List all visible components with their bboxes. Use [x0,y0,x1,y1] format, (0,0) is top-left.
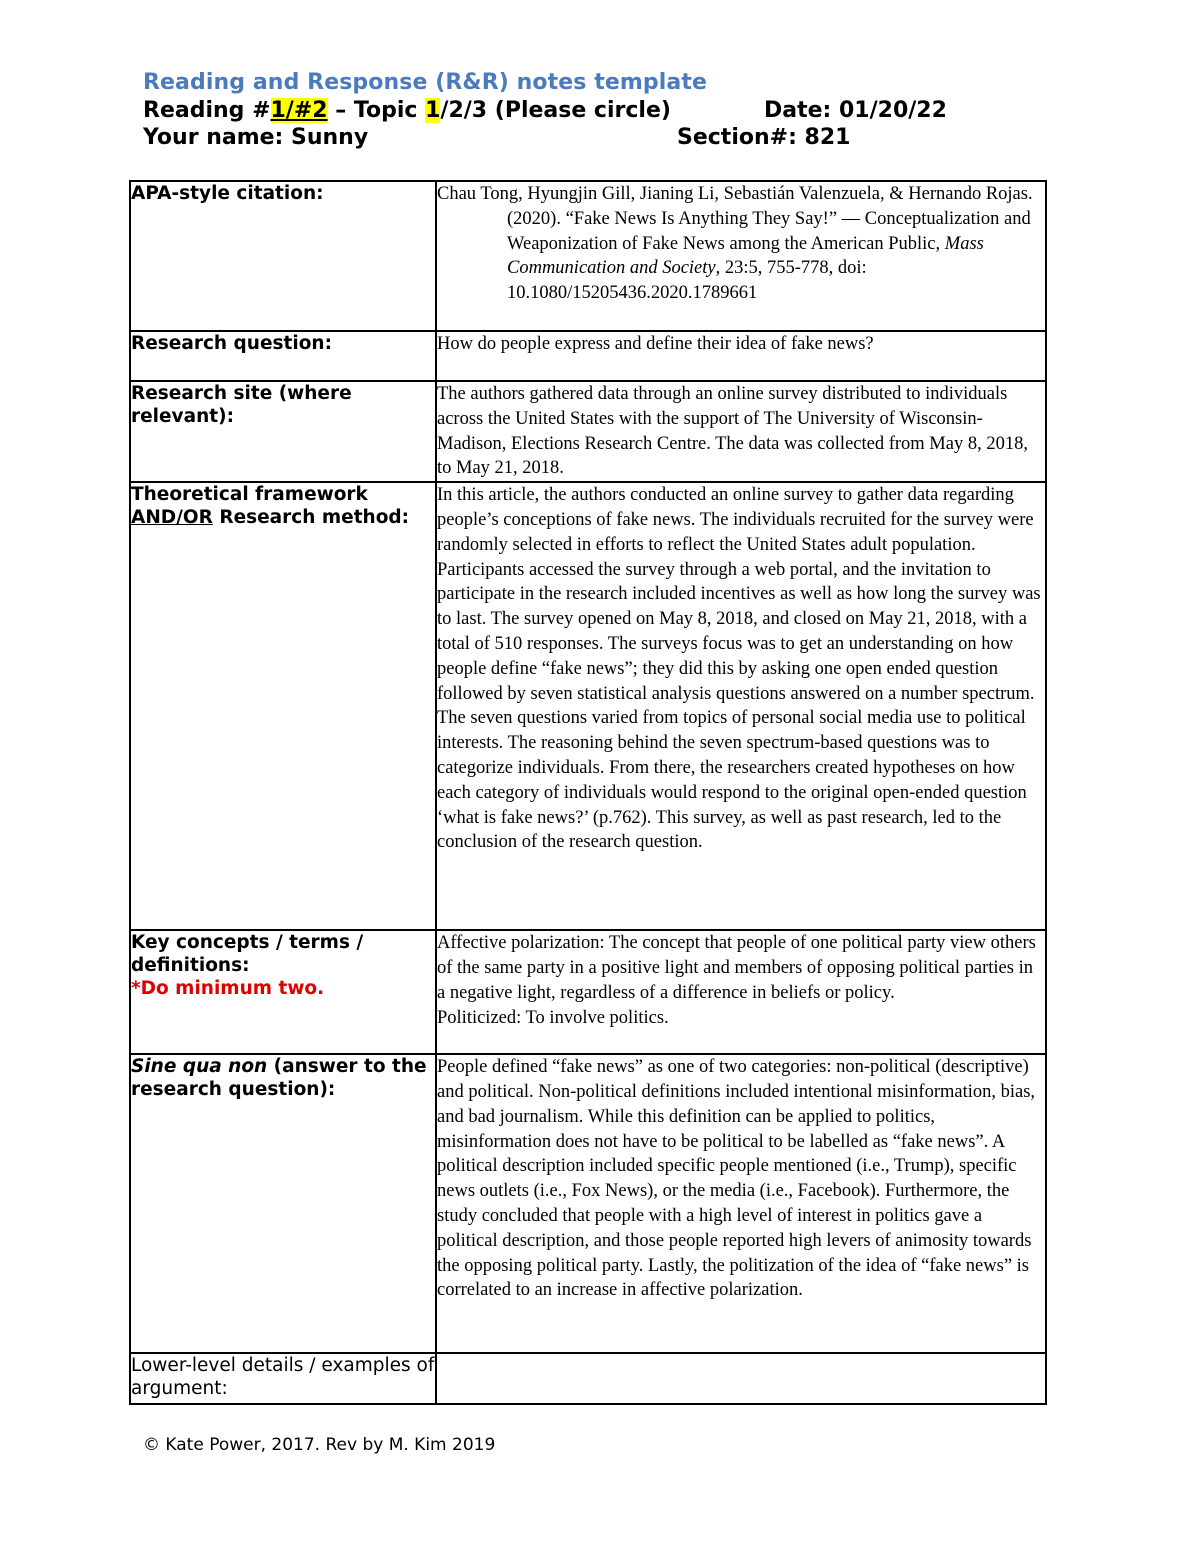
table-row-details [130,1353,1046,1404]
table-row-question [130,331,1046,381]
framework-label-and: AND/OR [131,507,213,529]
concept-definition-2: Politicized: To involve politics. [437,1007,669,1028]
document-title: Reading and Response (R&R) notes template [143,70,707,95]
notes-table [129,180,1047,1405]
table-row-site [130,381,1046,482]
concepts-label-note: *Do minimum two. [131,978,325,1000]
topic-prefix: – Topic [327,98,426,123]
date-field: Date: 01/20/22 [764,98,947,123]
topic-rest: /2/3 (Please circle) [440,98,671,123]
table-row-concepts [130,930,1046,1054]
reading-circled: 1/#2 [270,98,328,123]
table-row-citation [130,181,1046,331]
research-question-label: Research question: [130,331,436,381]
reading-topic-line [143,98,671,123]
concepts-label [130,930,436,1054]
sine-qua-non-label [130,1054,436,1353]
research-site-value: The authors gathered data through an online survey distributed to individuals across the United States with the support of The University of Wisconsin-Madison, Elections Research Centre. The data was collected from May 8, 2018, to May 21, 2018. [436,381,1046,482]
citation-text-post: , 23:5, 755-778, doi: 10.1080/15205436.2020.1789661 [507,258,867,304]
table-row-sine [130,1054,1046,1353]
concept-definition-1: Affective polarization: The concept that people of one political party view others of the same party in a positive light and members of opposing political parties in a negative light, regardless of a difference in beliefs or policy. [437,933,1036,1003]
research-question-value: How do people express and define their idea of fake news? [436,331,1046,381]
concepts-label-text: Key concepts / terms / definitions: [131,932,364,977]
framework-label [130,482,436,930]
citation-text-pre: Chau Tong, Hyungjin Gill, Jianing Li, Sebastián Valenzuela, & Hernando Rojas. (2020). “Fake News Is Anything They Say!” — Conceptualization and Weaponization of Fake News among the American Public, [437,184,1033,254]
framework-label-rest: Research method: [212,507,410,529]
sine-qua-non-label-rest: (answer to the research question): [131,1056,427,1101]
citation-value [436,181,1046,331]
citation-journal: Mass Communication and Society [507,233,984,279]
citation-label: APA-style citation: [130,181,436,331]
topic-circled: 1 [425,98,441,123]
sine-qua-non-value: People defined “fake news” as one of two categories: non-political (descriptive) and political. Non-political definitions included intentional misinformation, bias, and bad journalism. While this definition can be applied to politics, misinformation does not have to be political to be labelled as “fake news”. A political description included specific people mentioned (i.e., Trump), specific news outlets (i.e., Fox News), or the media (i.e., Facebook). Furthermore, the study concluded that people with a high level of interest in politics gave a political description, and those people reported high levers of animosity towards the opposing political party. Lastly, the politization of the idea of “fake news” is correlated to an increase in affective polarization. [436,1054,1046,1353]
section-field: Section#: 821 [677,125,851,150]
details-value [436,1353,1046,1404]
table-row-framework [130,482,1046,930]
reading-prefix: Reading # [143,98,271,123]
concepts-value [436,930,1046,1054]
details-label: Lower-level details / examples of argument: [130,1353,436,1404]
name-field: Your name: Sunny [143,125,369,150]
sine-qua-non-label-italic: Sine qua non [131,1056,268,1078]
footer-copyright: © Kate Power, 2017. Rev by M. Kim 2019 [143,1435,496,1455]
framework-label-line1: Theoretical framework [131,484,368,506]
framework-value: In this article, the authors conducted an online survey to gather data regarding people’s conceptions of fake news. The individuals recruited for the survey were randomly selected in efforts to reflect the United States adult population. Participants accessed the survey through a web portal, and the invitation to participate in the research included incentives as well as how long the survey was to last. The survey opened on May 8, 2018, and closed on May 21, 2018, with a total of 510 responses. The surveys focus was to get an understanding on how people define “fake news”; they did this by asking one open ended question followed by seven statistical analysis questions answered on a number spectrum. The seven questions varied from topics of personal social media use to political interests. The reasoning behind the seven spectrum-based questions was to categorize individuals. From there, the researchers created hypotheses on how each category of individuals would respond to the original open-ended question ‘what is fake news?’ (p.762). This survey, as well as past research, led to the conclusion of the research question. [436,482,1046,930]
research-site-label: Research site (where relevant): [130,381,436,482]
